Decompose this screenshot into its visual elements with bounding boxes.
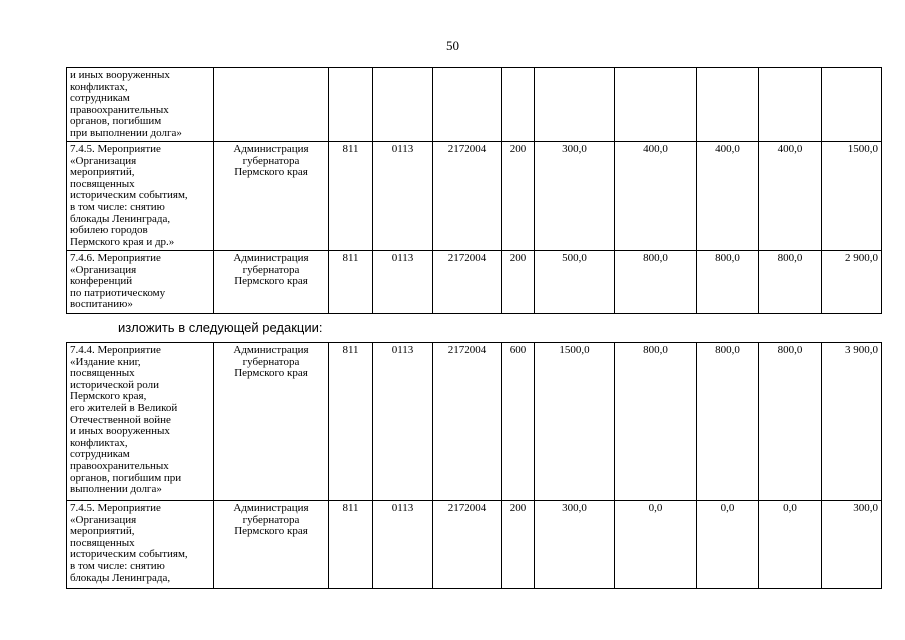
table-row — [67, 251, 882, 314]
cell-grbs: 811 — [329, 501, 373, 589]
cell-grbs: 811 — [329, 343, 373, 501]
cell-target: 2172004 — [433, 501, 502, 589]
cell-total — [822, 68, 882, 142]
cell-value-1 — [535, 68, 615, 142]
cell-value-1: 500,0 — [535, 251, 615, 314]
cell-value-1: 300,0 — [535, 142, 615, 251]
cell-grbs — [329, 68, 373, 142]
cell-value-3: 0,0 — [697, 501, 759, 589]
cell-value-3: 800,0 — [697, 251, 759, 314]
cell-value-1: 1500,0 — [535, 343, 615, 501]
cell-value-4: 800,0 — [759, 343, 822, 501]
cell-total: 2 900,0 — [822, 251, 882, 314]
budget-table-new-edition — [66, 342, 882, 589]
cell-target — [433, 68, 502, 142]
cell-value-2: 800,0 — [615, 343, 697, 501]
cell-executor: Администрация губернатора Пермского края — [214, 501, 329, 589]
cell-section: 0113 — [373, 343, 433, 501]
table-row — [67, 142, 882, 251]
table-row — [67, 501, 882, 589]
cell-executor: Администрация губернатора Пермского края — [214, 343, 329, 501]
cell-name: и иных вооруженных конфликтах, сотрудникам правоохранительных органов, погибшим при выполнении долга» — [67, 68, 214, 142]
cell-name: 7.4.6. Мероприятие «Организация конференций по патриотическому воспитанию» — [67, 251, 214, 314]
cell-executor: Администрация губернатора Пермского края — [214, 142, 329, 251]
cell-target: 2172004 — [433, 343, 502, 501]
cell-executor — [214, 68, 329, 142]
cell-section — [373, 68, 433, 142]
cell-value-2: 0,0 — [615, 501, 697, 589]
cell-section: 0113 — [373, 501, 433, 589]
cell-value-4: 400,0 — [759, 142, 822, 251]
cell-value-2: 400,0 — [615, 142, 697, 251]
cell-value-4: 800,0 — [759, 251, 822, 314]
cell-target: 2172004 — [433, 142, 502, 251]
cell-name: 7.4.4. Мероприятие «Издание книг, посвященных исторической роли Пермского края, его жителей в Великой Отечественной войне и иных вооруженных конфликтах, сотрудникам правоохранительных органов, погибшим при выполнении долга» — [67, 343, 214, 501]
cell-value-4 — [759, 68, 822, 142]
cell-section: 0113 — [373, 142, 433, 251]
table-row — [67, 68, 882, 142]
cell-total: 300,0 — [822, 501, 882, 589]
cell-grbs: 811 — [329, 142, 373, 251]
cell-value-2: 800,0 — [615, 251, 697, 314]
cell-value-3: 400,0 — [697, 142, 759, 251]
budget-table-previous — [66, 67, 882, 314]
cell-grbs: 811 — [329, 251, 373, 314]
page-number: 50 — [446, 38, 459, 53]
cell-type: 200 — [502, 501, 535, 589]
cell-section: 0113 — [373, 251, 433, 314]
cell-type: 600 — [502, 343, 535, 501]
cell-type — [502, 68, 535, 142]
table-row — [67, 343, 882, 501]
cell-value-3: 800,0 — [697, 343, 759, 501]
cell-type: 200 — [502, 142, 535, 251]
cell-name: 7.4.5. Мероприятие «Организация мероприятий, посвященных историческим событиям, в том числе: снятию блокады Ленинграда, юбилею городов Пермского края и др.» — [67, 142, 214, 251]
cell-type: 200 — [502, 251, 535, 314]
cell-name: 7.4.5. Мероприятие «Организация мероприятий, посвященных историческим событиям, в том числе: снятию блокады Ленинграда, — [67, 501, 214, 589]
cell-value-3 — [697, 68, 759, 142]
cell-value-4: 0,0 — [759, 501, 822, 589]
cell-total: 1500,0 — [822, 142, 882, 251]
cell-value-1: 300,0 — [535, 501, 615, 589]
cell-target: 2172004 — [433, 251, 502, 314]
cell-value-2 — [615, 68, 697, 142]
cell-executor: Администрация губернатора Пермского края — [214, 251, 329, 314]
amendment-caption: изложить в следующей редакции: — [118, 320, 323, 335]
cell-total: 3 900,0 — [822, 343, 882, 501]
